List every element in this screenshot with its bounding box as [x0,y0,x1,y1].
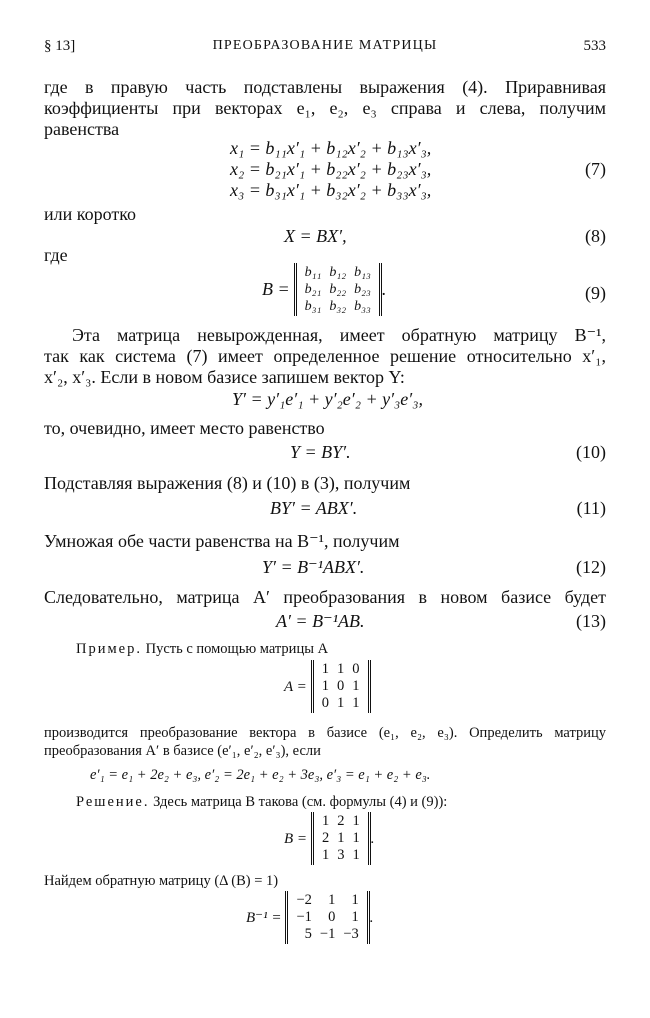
eq7-number: (7) [585,159,606,179]
chapter-title: ПРЕОБРАЗОВАНИЕ МАТРИЦЫ [212,38,438,53]
bn33: 1 [352,847,360,863]
example-label: Пример. [76,641,142,657]
para1-line1: где в правую часть подставлены выражения (4). Приравнивая [44,77,606,97]
a23: 1 [352,678,360,694]
bi32: −1 [319,926,336,942]
bi11: −2 [296,892,312,908]
b32: b₃₂ [329,299,347,314]
text-mult: Умножая обе части равенства на B⁻¹, получим [44,531,400,551]
b23: b₂₃ [354,282,371,297]
inverse-intro: Найдем обратную матрицу (Δ (B) = 1) [44,873,279,889]
eq12-formula: Y′ = B⁻¹ABX′. [262,557,365,577]
para1-line3: равенства [44,119,120,139]
b21: b₂₁ [304,282,322,297]
a13: 0 [352,661,360,677]
a11: 1 [321,661,330,677]
a32: 1 [337,695,345,711]
para2-line2: так как система (7) имеет определенное решение относительно x′₁, [44,346,606,366]
matrix-b-inverse [246,891,374,944]
para1-line2: коэффициенты при векторах e₁, e₂, e₃ справа и слева, получим [44,98,606,118]
bn13: 1 [352,813,360,829]
b33: b₃₃ [354,299,371,314]
text-where: где [44,245,68,265]
basis-transform-eq: e′₁ = e₁ + 2e₂ + e₃, e′₂ = 2e₁ + e₂ + 3e₃, e′₃ = e₁ + e₂ + e₃. [90,767,431,783]
matrix-a [284,660,371,713]
eq7-row1: x₁ = b₁₁x′₁ + b₁₂x′₂ + b₁₃x′₃, [230,138,432,158]
text-therefore: Следовательно, матрица A′ преобразования в новом базисе будет [44,587,606,607]
para2-line3: x′₂, x′₃. Если в новом базисе запишем вектор Y: [44,367,405,387]
bi12: 1 [328,892,336,908]
bi33: −3 [343,926,359,942]
bn11: 1 [322,813,330,829]
solution-label: Решение. [76,794,150,810]
text-subst: Подставляя выражения (8) и (10) в (3), получим [44,473,411,493]
bn21: 2 [322,830,330,846]
bn12: 2 [337,813,345,829]
eq-y-formula: Y′ = y′₁e′₁ + y′₂e′₂ + y′₃e′₃, [232,389,423,409]
eq8-number: (8) [585,226,606,246]
matrix-b-lhs: B = [262,279,290,299]
text-obviously: то, очевидно, имеет место равенство [44,418,325,438]
eq9-number: (9) [585,283,606,303]
matrix-b-inverse-lhs: B⁻¹ = [246,909,282,926]
matrix-b-numeric-lhs: B = [284,830,308,847]
bn31: 1 [322,847,330,863]
b31: b₃₁ [304,299,322,314]
bi31: 5 [304,926,312,942]
matrix-b-general [262,263,386,316]
b11: b₁₁ [304,265,322,280]
matrix-b-period: . [370,830,375,847]
running-header [44,38,606,60]
eq7-row3: x₃ = b₃₁x′₁ + b₃₂x′₂ + b₃₃x′₃, [230,180,432,200]
b12: b₁₂ [329,265,347,280]
solution-text: Здесь матрица B такова (см. формулы (4) и (9)): [153,794,448,810]
eq10-formula: Y = BY′. [290,442,351,462]
para2-line1: Эта матрица невырожденная, имеет обратную матрицу B⁻¹, [72,325,606,345]
a21: 1 [321,678,330,694]
eq11-formula: BY′ = ABX′. [270,498,358,518]
b13: b₁₃ [354,265,371,280]
b22: b₂₂ [329,282,347,297]
example-intro [76,640,606,658]
eq8-formula: X = BX′, [284,226,347,246]
eq13-number: (13) [576,611,606,631]
a33: 1 [352,695,360,711]
eq10-number: (10) [576,442,606,462]
section-marker: § 13] [44,38,76,54]
bi13: 1 [351,892,359,908]
bi22: 0 [328,909,336,925]
a22: 0 [337,678,345,694]
matrix-b-inverse-period: . [369,909,374,926]
eq7-row2: x₂ = b₂₁x′₁ + b₂₂x′₂ + b₂₃x′₃, [230,159,432,179]
a12: 1 [337,661,345,677]
text-or-short: или коротко [44,204,137,224]
eq9-period: . [381,279,387,299]
example-line3: преобразования A′ в базисе (e′₁, e′₂, e′₃), если [44,743,321,759]
eq11-number: (11) [576,498,606,518]
bn23: 1 [352,830,360,846]
bi23: 1 [351,909,359,925]
example-line2: производится преобразование вектора в базисе (e₁, e₂, e₃). Определить матрицу [44,725,606,741]
matrix-a-lhs: A = [284,678,307,695]
a31: 0 [321,695,330,711]
solution-intro [76,793,606,811]
eq13-formula: A′ = B⁻¹AB. [276,611,365,631]
bn32: 3 [337,847,345,863]
bi21: −1 [296,909,312,925]
eq12-number: (12) [576,557,606,577]
bn22: 1 [337,830,345,846]
page-number: 533 [583,38,606,54]
matrix-b-numeric [284,812,375,865]
example-text: Пусть с помощью матрицы A [145,641,329,657]
